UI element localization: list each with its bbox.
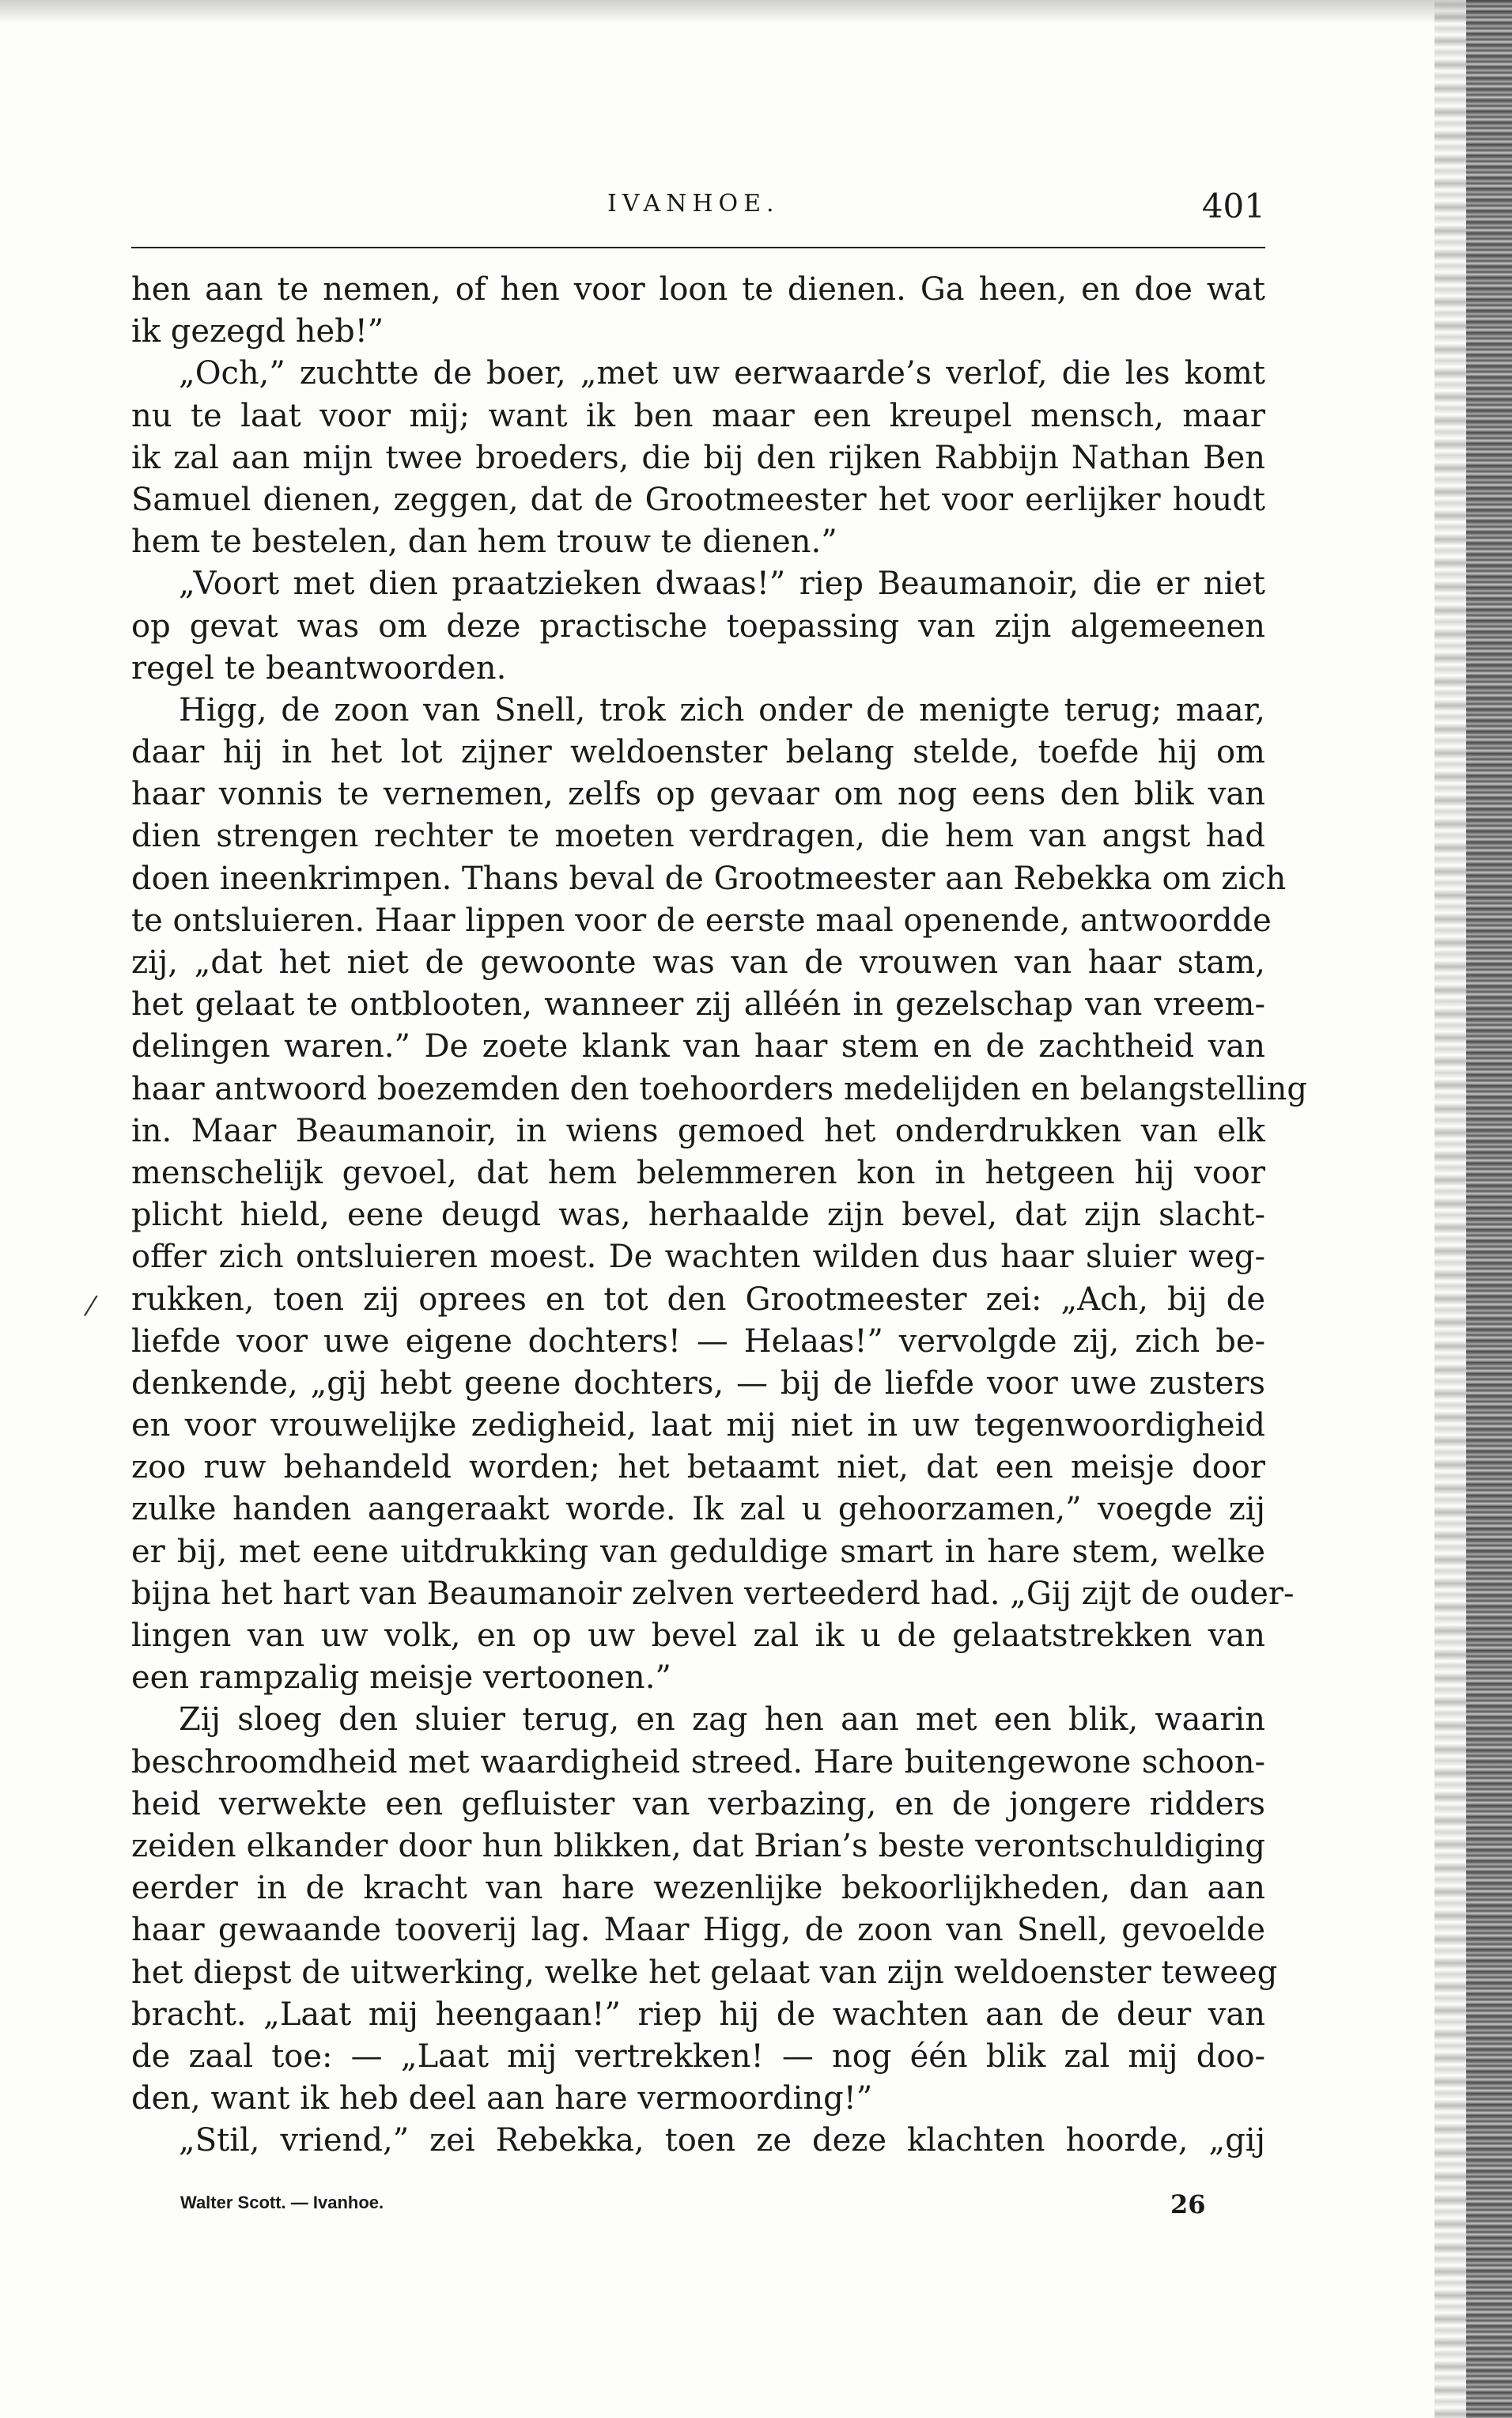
text-line: hem te bestelen, dan hem trouw te dienen.” [131, 524, 837, 561]
text-line: haar antwoord boezemden den toehoorders medelijden en belangstelling [131, 1070, 1307, 1107]
page-number: 401 [1201, 187, 1265, 225]
text-line: hen aan te nemen, of hen voor loon te dienen. Ga heen, en doe wat [131, 271, 1265, 308]
text-line: zoo ruw behandeld worden; het betaamt niet, dat een meisje door [131, 1449, 1265, 1486]
text-line: rukken, toen zij oprees en tot den Grootmeester zei: „Ach, bij de [131, 1281, 1265, 1318]
text-line: Higg, de zoon van Snell, trok zich onder de menigte terug; maar, [179, 691, 1265, 728]
text-line: en voor vrouwelijke zedigheid, laat mij niet in uw tegenwoordigheid [131, 1407, 1265, 1444]
signature-line: Walter Scott. — Ivanhoe. [180, 2193, 384, 2212]
text-line: de zaal toe: — „Laat mij vertrekken! — nog één blik zal mij doo- [131, 2038, 1265, 2075]
text-line: een rampzalig meisje vertoonen.” [131, 1659, 671, 1697]
scan-right-edge [1466, 0, 1512, 2418]
text-line: er bij, met eene uitdrukking van geduldige smart in hare stem, welke [131, 1533, 1265, 1570]
text-line: dien strengen rechter te moeten verdragen, die hem van angst had [131, 818, 1265, 855]
text-line: delingen waren.” De zoete klank van haar stem en de zachtheid van [131, 1028, 1265, 1065]
text-line: doen ineenkrimpen. Thans beval de Grootmeester aan Rebekka om zich [131, 860, 1287, 897]
text-line: te ontsluieren. Haar lippen voor de eerste maal openende, antwoordde [131, 902, 1272, 939]
text-line: bracht. „Laat mij heengaan!” riep hij de wachten aan de deur van [131, 1996, 1265, 2033]
text-line: „Och,” zuchtte de boer, „met uw eerwaarde’s verlof, die les komt [179, 355, 1265, 392]
text-line: haar gewaande tooverij lag. Maar Higg, de zoon van Snell, gevoelde [131, 1912, 1265, 1949]
page-footer [180, 2189, 1208, 2221]
text-line: eerder in de kracht van hare wezenlijke bekoorlijkheden, dan aan [131, 1870, 1265, 1907]
text-line: Samuel dienen, zeggen, dat de Grootmeester het voor eerlijker houdt [131, 481, 1265, 518]
text-line: ik gezegd heb!” [131, 313, 384, 350]
text-line: lingen van uw volk, en op uw bevel zal ik u de gelaatstrekken van [131, 1618, 1265, 1654]
text-line: liefde voor uwe eigene dochters! — Helaas!” vervolgde zij, zich be- [131, 1323, 1265, 1360]
text-line: denkende, „gij hebt geene dochters, — bij de liefde voor uwe zusters [131, 1364, 1265, 1402]
text-line: heid verwekte een gefluister van verbazing, en de jongere ridders [131, 1785, 1265, 1822]
body-text [131, 269, 1307, 2162]
text-line: het diepst de uitwerking, welke het gelaat van zijn weldoenster teweeg [131, 1954, 1278, 1991]
text-line: zij, „dat het niet de gewoonte was van de vrouwen van haar stam, [131, 944, 1265, 981]
text-line: op gevat was om deze practische toepassing van zijn algemeenen [131, 607, 1265, 645]
text-line: regel te beantwoorden. [131, 649, 507, 687]
text-line: nu te laat voor mij; want ik ben maar een kreupel mensch, maar [131, 397, 1265, 434]
text-line: zulke handen aangeraakt worde. Ik zal u gehoorzamen,” voegde zij [131, 1491, 1265, 1528]
text-line: ik zal aan mijn twee broeders, die bij den rijken Rabbijn Nathan Ben [131, 439, 1265, 476]
header-rule [131, 247, 1265, 248]
text-line: „Voort met dien praatzieken dwaas!” riep Beaumanoir, die er niet [179, 566, 1265, 603]
running-title: IVANHOE. [607, 190, 780, 218]
text-line: haar vonnis te vernemen, zelfs op gevaar om nog eens den blik van [131, 776, 1265, 813]
text-line: menschelijk gevoel, dat hem belemmeren kon in hetgeen hij voor [131, 1154, 1265, 1191]
text-line: plicht hield, eene deugd was, herhaalde zijn bevel, dat zijn slacht- [131, 1197, 1265, 1234]
text-line: „Stil, vriend,” zei Rebekka, toen ze deze klachten hoorde, „gij [179, 2122, 1265, 2159]
text-line: het gelaat te ontblooten, wanneer zij alléén in gezelschap van vreem- [131, 986, 1265, 1024]
text-line: zeiden elkander door hun blikken, dat Brian’s beste verontschuldiging [131, 1827, 1265, 1864]
signature-number: 26 [1170, 2189, 1206, 2219]
text-line: daar hij in het lot zijner weldoenster belang stelde, toefde hij om [131, 734, 1265, 771]
margin-pencil-mark: ⁄ [89, 1291, 93, 1323]
text-line: Zij sloeg den sluier terug, en zag hen aan met een blik, waarin [179, 1701, 1265, 1739]
running-header [131, 187, 1265, 242]
text-line: in. Maar Beaumanoir, in wiens gemoed het onderdrukken van elk [131, 1112, 1265, 1149]
text-line: bijna het hart van Beaumanoir zelven verteederd had. „Gij zijt de ouder- [131, 1575, 1295, 1612]
scan-top-shadow [0, 0, 1512, 24]
text-line: den, want ik heb deel aan hare vermoording!” [131, 2080, 873, 2117]
text-line: beschroomdheid met waardigheid streed. Hare buitengewone schoon- [131, 1743, 1265, 1780]
scan-edge-shadow [1435, 0, 1466, 2418]
text-line: offer zich ontsluieren moest. De wachten wilden dus haar sluier weg- [131, 1239, 1265, 1276]
